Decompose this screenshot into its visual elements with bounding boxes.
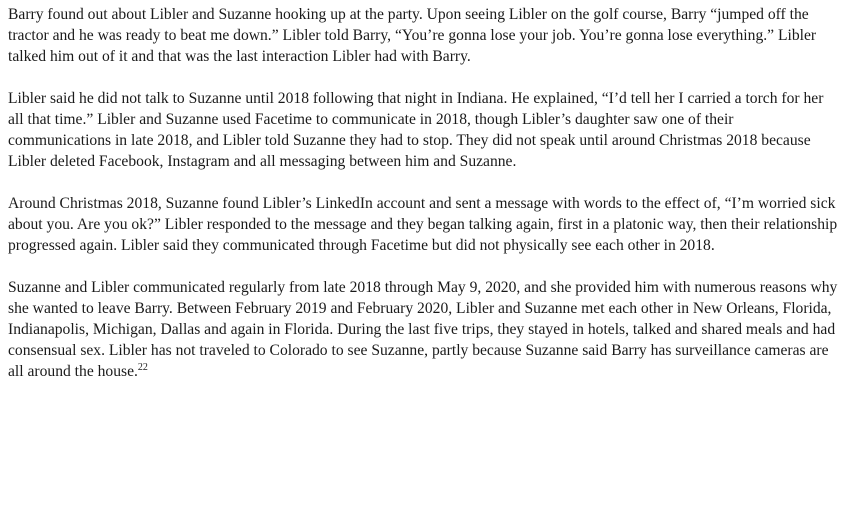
paragraph-2: Libler said he did not talk to Suzanne until 2018 following that night in Indiana. He explained, “I’d tell her I carried a torch for her all that time.” Libler and Suzanne used Facetime to communicate in 2018, though Libler’s daughter saw one of their communications in late 2018, and Libler told Suzanne they had to stop. They did not speak until around Christmas 2018 because Libler deleted Facebook, Instagram and all messaging between him and Suzanne. — [8, 90, 824, 170]
document-page — [8, 4, 838, 403]
footnote-marker: 22 — [137, 362, 148, 373]
paragraph-3: Around Christmas 2018, Suzanne found Libler’s LinkedIn account and sent a message with words to the effect of, “I’m worried sick about you. Are you ok?” Libler responded to the message and they began talking again, first in a platonic way, then their relationship progressed again. Libler said they communicated through Facetime but did not physically see each other in 2018. — [8, 195, 838, 254]
paragraph-1: Barry found out about Libler and Suzanne hooking up at the party. Upon seeing Libler on the golf course, Barry “jumped off the tractor and he was ready to beat me down.” Libler told Barry, “You’re gonna lose your job. You’re gonna lose everything.” Libler talked him out of it and that was the last interaction Libler had with Barry. — [8, 6, 817, 65]
paragraph-4 — [8, 277, 838, 382]
paragraph-4-text: Suzanne and Libler communicated regularly from late 2018 through May 9, 2020, and she provided him with numerous reasons why she wanted to leave Barry. Between February 2019 and February 2020, Libler and Suzanne met each other in New Orleans, Florida, Indianapolis, Michigan, Dallas and again in Florida. During the last five trips, they stayed in hotels, talked and shared meals and had consensual sex. Libler has not traveled to Colorado to see Suzanne, partly because Suzanne said Barry has surveillance cameras are all around the house. — [8, 279, 838, 380]
